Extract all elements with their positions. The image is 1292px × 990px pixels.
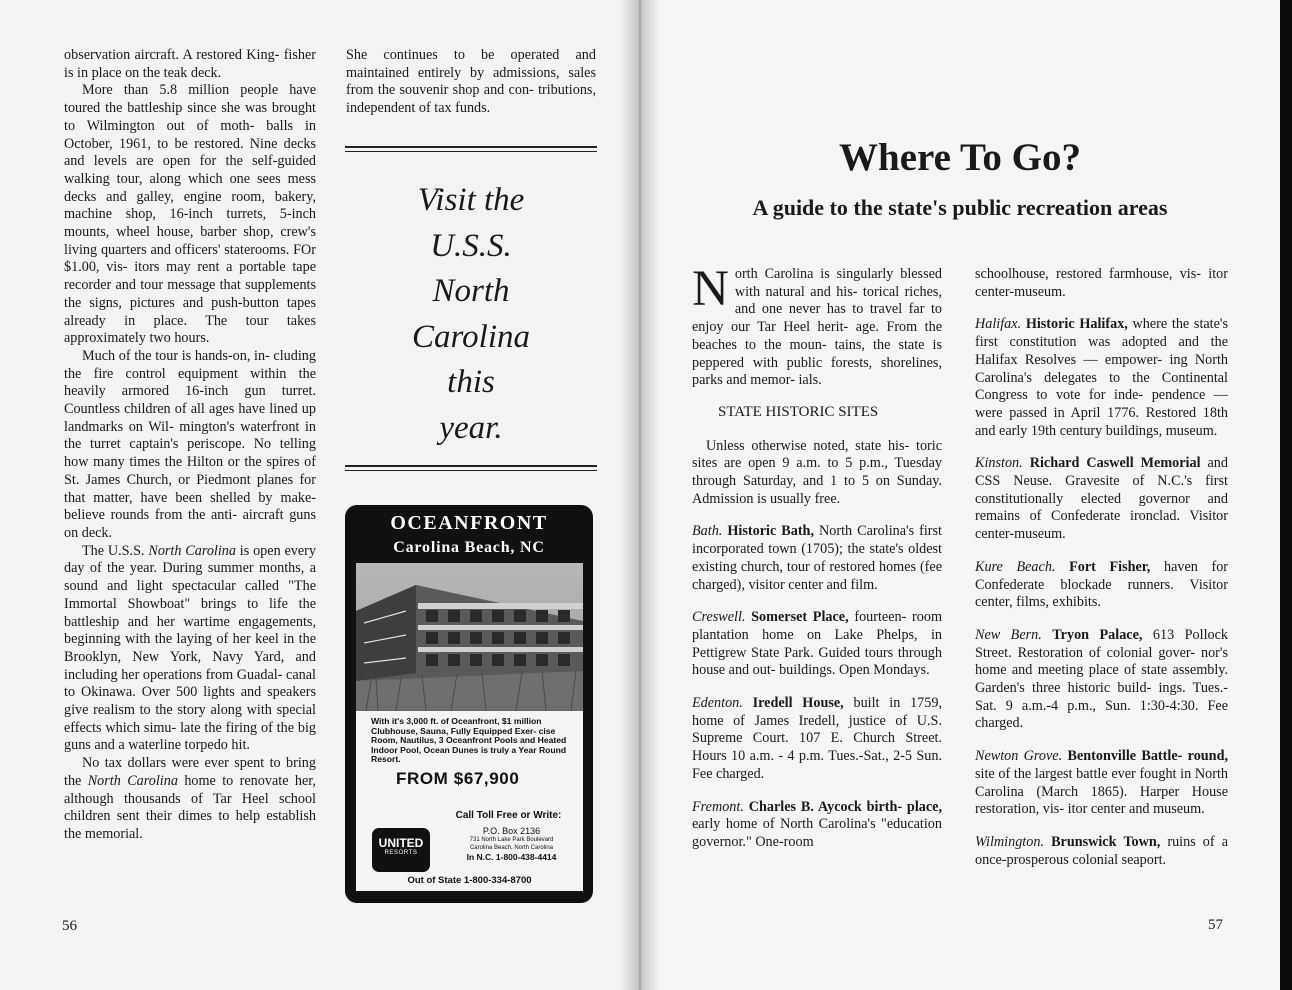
site-description: where the state's first constitution was adopted and the Halifax Resolves — empower- ing North Carolina's delegates to the Continental Congress to vote for inde- pendence — were passed in April 1776. Restored 18th and early 19th century buildings, museum. bbox=[975, 316, 1229, 439]
section-intro: Unless otherwise noted, state his- toric sites are open 9 a.m. to 5 p.m., Tuesday through Saturday, and 1 to 5 on Sunday. Admission is usually free. bbox=[692, 437, 942, 507]
page-edge bbox=[1280, 0, 1292, 990]
site-name: Iredell House, bbox=[752, 695, 844, 712]
ship-name: North Carolina bbox=[148, 542, 236, 559]
resort-building-image bbox=[356, 563, 583, 711]
oceanfront-advertisement bbox=[345, 505, 593, 903]
site-entry bbox=[692, 609, 942, 680]
right-column-2 bbox=[975, 266, 1228, 869]
site-description: haven for Confederate blockade runners. Visitor center, films, exhibits. bbox=[975, 558, 1229, 611]
site-name: Charles B. Aycock birth- place, bbox=[748, 798, 942, 815]
site-description: North Carolina's first incorporated town (1705); the state's oldest existing church, tour of restored homes (fee charged), visitor center and film. bbox=[692, 523, 942, 593]
visit-line: year. bbox=[439, 409, 503, 446]
street-address: 731 North Lake Park Boulevard bbox=[469, 837, 554, 843]
site-entry bbox=[975, 748, 1228, 819]
ad-info-panel bbox=[356, 711, 583, 891]
site-name: Fort Fisher, bbox=[1069, 558, 1151, 575]
book-gutter bbox=[620, 0, 660, 990]
divider-rule bbox=[345, 146, 597, 148]
site-name: Bentonville Battle- round, bbox=[1067, 748, 1229, 765]
site-name: Somerset Place, bbox=[751, 609, 849, 626]
site-entry bbox=[975, 455, 1228, 544]
site-entry bbox=[975, 834, 1228, 869]
paragraph bbox=[64, 543, 316, 755]
page-number: 56 bbox=[62, 918, 77, 934]
right-column-1 bbox=[692, 261, 942, 852]
site-description: early home of North Carolina's "education governor." One-room bbox=[692, 816, 942, 850]
site-entry bbox=[692, 695, 942, 784]
site-town: Creswell. bbox=[692, 609, 746, 626]
paragraph: She continues to be operated and maintained entirely by admissions, sales from the souvenir shop and con- tributions, independent of tax funds. bbox=[346, 47, 596, 117]
continued-text: schoolhouse, restored farmhouse, vis- itor center-museum. bbox=[975, 266, 1228, 300]
intro-paragraph bbox=[692, 261, 942, 390]
site-name: Historic Halifax, bbox=[1025, 316, 1128, 333]
left-page bbox=[0, 0, 640, 990]
site-entry bbox=[975, 559, 1228, 612]
paragraph bbox=[64, 755, 316, 844]
site-town: Kure Beach. bbox=[975, 558, 1056, 575]
drop-cap: N bbox=[692, 261, 729, 317]
nc-phone: In N.C. 1-800-438-4414 bbox=[466, 852, 557, 862]
out-of-state-phone: Out of State 1-800-334-8700 bbox=[407, 875, 532, 886]
ad-call: Call Toll Free or Write: bbox=[455, 810, 562, 821]
ship-name: North Carolina bbox=[87, 772, 178, 789]
site-entry bbox=[692, 523, 942, 594]
site-description: and CSS Neuse. Gravesite of N.C.'s first constitutionally elected governor and remains of Confederate ironclad. Visitor center-museum. bbox=[975, 455, 1228, 543]
ad-price: FROM $67,900 bbox=[396, 769, 520, 788]
site-description: site of the largest battle ever fought in North Carolina (March 1865). Harper House restoration, vis- itor center and museum. bbox=[975, 765, 1228, 818]
site-name: Tryon Palace, bbox=[1052, 626, 1143, 643]
text: The U.S.S. bbox=[82, 542, 149, 559]
page-subtitle: A guide to the state's public recreation areas bbox=[752, 195, 1168, 220]
site-town: Edenton. bbox=[692, 695, 743, 712]
site-entry bbox=[692, 799, 942, 852]
site-name: Richard Caswell Memorial bbox=[1029, 455, 1201, 472]
paragraph: More than 5.8 million people have toured the battleship since she was brought to Wilmington out of moth- balls in October, 1961, to be restored. Nine decks and levels are open for the self-guided walking tour, along which one sees mess decks and galley, engine room, bakery, machine shop, 16-inch turrets, 5-inch mounts, wheel house, barber shop, crew's living quarters and officers' staterooms. FOr $1.00, vis- itors may rent a portable tape recorder and tour message that supplements the signs, pictures and push-button tapes already in place. The tour takes approximately two hours. bbox=[64, 82, 316, 347]
united-resorts-logo bbox=[372, 828, 430, 872]
visit-line: this bbox=[447, 364, 495, 400]
text: is open every day of the year. During summer months, a sound and light spectacular called "The Immortal Showboat" brings to life the battleship and her wartime engagements, beginning with the laying of her keel in the Brooklyn, New York, Navy Yard, and including her operations from Guadal- canal to Okinawa. Over 500 lights and speakers give realism to the story along with special effects which simu- late the firing of the big guns and a waterline torpedo hit. bbox=[64, 542, 316, 754]
page-title: Where To Go? bbox=[839, 136, 1081, 179]
site-town: Wilmington. bbox=[975, 833, 1044, 850]
left-column-2 bbox=[346, 47, 596, 118]
ad-address bbox=[439, 826, 584, 862]
site-town: Newton Grove. bbox=[975, 748, 1063, 765]
site-town: Halifax. bbox=[975, 316, 1022, 333]
logo-subtext: RESORTS bbox=[384, 850, 418, 856]
site-name: Historic Bath, bbox=[727, 523, 814, 540]
site-entry bbox=[975, 316, 1228, 440]
text: home to renovate her, although thousands of Tar Heel school children sent their dimes to help establish the memorial. bbox=[64, 772, 316, 842]
paragraph: observation aircraft. A restored King- fisher is in place on the teak deck. bbox=[64, 47, 316, 81]
divider-rule bbox=[345, 465, 597, 467]
site-description: built in 1759, home of James Iredell, justice of U.S. Supreme Court. 107 E. Church Street. Hours 10 a.m. - 4 p.m. Tues.-Sat., 2-5 Sun. Fee charged. bbox=[692, 695, 942, 782]
logo-text: UNITED bbox=[378, 836, 424, 850]
text: No tax dollars were ever spent to bring the bbox=[64, 755, 316, 789]
site-name: Brunswick Town, bbox=[1051, 833, 1161, 850]
site-entry bbox=[975, 627, 1228, 733]
ad-headline: OCEANFRONT bbox=[390, 512, 548, 534]
site-description: fourteen- room plantation home on Lake Phelps, in Pettigrew State Park. Guided tours through house and out- buildings. Open Mondays. bbox=[692, 609, 942, 679]
site-description: ruins of a once-prosperous colonial seaport. bbox=[975, 833, 1228, 868]
visit-line: North bbox=[432, 273, 510, 309]
site-town: Bath. bbox=[692, 523, 723, 540]
left-column-1 bbox=[64, 47, 316, 844]
page-number: 57 bbox=[1208, 917, 1223, 933]
site-description: 613 Pollock Street. Restoration of colonial gover- nor's home and meeting place of state assembly. Garden's three historic build- ings. Tues.-Sat. 9 a.m.-4 p.m., Sun. 1:30-4:30. Fee charged. bbox=[975, 626, 1228, 732]
paragraph: Much of the tour is hands-on, in- cluding the fire control equipment within the heavily armored 16-inch gun turret. Countless children of all ages have lined up landmarks on Wil- mington's waterfront in the turret captain's periscope. No telling how many times the Hilton or the spires of St. James Church, or Piedmont planes for that matter, have been shelled by make-believe rounds from the anti- aircraft guns on deck. bbox=[64, 347, 316, 541]
visit-callout bbox=[345, 178, 597, 451]
site-town: Kinston. bbox=[975, 455, 1023, 472]
visit-line: U.S.S. bbox=[430, 227, 512, 264]
po-box: P.O. Box 2136 bbox=[482, 826, 541, 836]
city-address: Carolina Beach, North Carolina bbox=[469, 845, 554, 851]
right-page bbox=[640, 0, 1280, 990]
site-town: New Bern. bbox=[975, 626, 1042, 643]
resort-photo bbox=[356, 563, 583, 711]
ad-body: With it's 3,000 ft. of Oceanfront, $1 million Clubhouse, Sauna, Fully Equipped Exer- cise Room, Nautilus, 3 Oceanfront Pools and Heated Indoor Pool, Ocean Dunes is truly a Year Round Resort. bbox=[371, 716, 567, 765]
section-heading: STATE HISTORIC SITES bbox=[718, 403, 879, 420]
site-town: Fremont. bbox=[692, 798, 744, 815]
intro-text: orth Carolina is singularly blessed with natural and his- torical riches, and one never has to travel far to enjoy our Tar Heel herit- age. From the beaches to the moun- tains, the state is peppered with public forests, shorelines, parks and memor- ials. bbox=[692, 266, 942, 389]
visit-line: Carolina bbox=[412, 318, 530, 355]
visit-line: Visit the bbox=[417, 182, 525, 218]
ad-subhead: Carolina Beach, NC bbox=[393, 539, 545, 556]
